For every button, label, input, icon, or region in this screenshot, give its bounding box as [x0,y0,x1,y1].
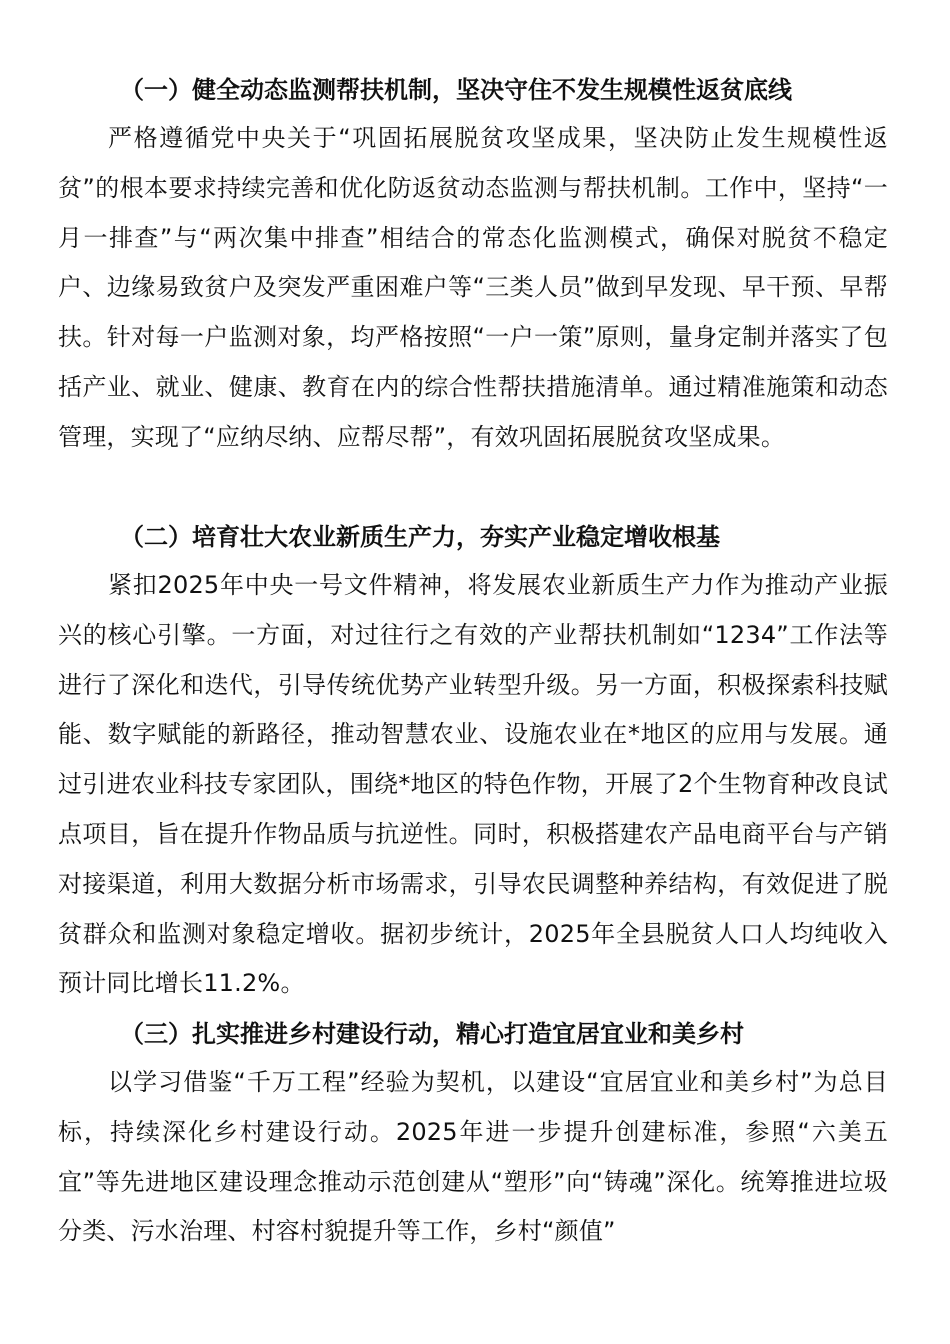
section-3-heading: （三）扎实推进乡村建设行动，精心打造宜居宜业和美乡村 [120,1020,744,1048]
section-2-paragraph: 紧扣2025年中央一号文件精神，将发展农业新质生产力作为推动产业振兴的核心引擎。一方面，对过往行之有效的产业帮扶机制如“1234”工作法等进行了深化和迭代，引导传统优势产业转型升级。另一方面，积极探索科技赋能、数字赋能的新路径，推动智慧农业、设施农业在*地区的应用与发展。通过引进农业科技专家团队，围绕*地区的特色作物，开展了2个生物育种改良试点项目，旨在提升作物品质与抗逆性。同时，积极搭建农产品电商平台与产销对接渠道，利用大数据分析市场需求，引导农民调整种养结构，有效促进了脱贫群众和监测对象稳定增收。据初步统计，2025年全县脱贫人口人均纯收入预计同比增长11.2%。 [58,571,888,998]
section-1-paragraph: 严格遵循党中央关于“巩固拓展脱贫攻坚成果，坚决防止发生规模性返贫”的根本要求持续完善和优化防返贫动态监测与帮扶机制。工作中，坚持“一月一排查”与“两次集中排查”相结合的常态化监测模式，确保对脱贫不稳定户、边缘易致贫户及突发严重困难户等“三类人员”做到早发现、早干预、早帮扶。针对每一户监测对象，均严格按照“一户一策”原则，量身定制并落实了包括产业、就业、健康、教育在内的综合性帮扶措施清单。通过精准施策和动态管理，实现了“应纳尽纳、应帮尽帮”，有效巩固拓展脱贫攻坚成果。 [58,124,888,451]
section-2-heading: （二）培育壮大农业新质生产力，夯实产业稳定增收根基 [120,523,720,551]
section-1-heading: （一）健全动态监测帮扶机制，坚决守住不发生规模性返贫底线 [120,76,792,104]
section-3-paragraph: 以学习借鉴“千万工程”经验为契机，以建设“宜居宜业和美乡村”为总目标，持续深化乡村建设行动。2025年进一步提升创建标准，参照“六美五宜”等先进地区建设理念推动示范创建从“塑形”向“铸魂”深化。统筹推进垃圾分类、污水治理、村容村貌提升等工作，乡村“颜值” [58,1068,888,1246]
